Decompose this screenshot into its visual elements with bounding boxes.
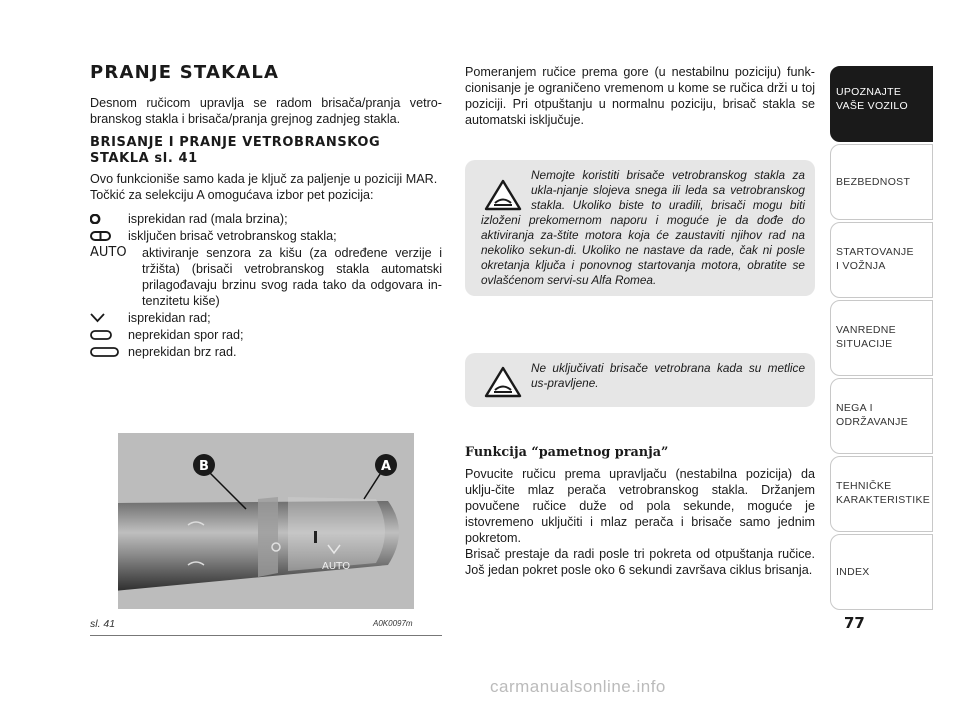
right-column [465, 64, 815, 586]
list-item [90, 310, 442, 326]
single-wipe-icon [90, 310, 128, 326]
list-item-text: neprekidan brz rad. [128, 345, 237, 359]
list-item [90, 211, 442, 227]
dot-icon [90, 211, 128, 227]
section-heading-line1: BRISANJE I PRANJE VETROBRANSKOG [90, 135, 381, 150]
smart-wash-heading: Funkcija “pametnog pranja” [465, 445, 669, 460]
tab-label: INDEX [836, 566, 870, 578]
figure-41 [90, 415, 442, 636]
tab-label: ODRŽAVANJE [836, 416, 909, 428]
tab-label: NEGA I [836, 402, 873, 414]
left-column [90, 62, 442, 361]
list-item-text: isključen brisač vetrobranskog stakla; [128, 229, 337, 243]
section-heading-line2: STAKLA sl. 41 [90, 151, 198, 166]
fast-continuous-icon [90, 344, 128, 360]
list-item-text: neprekidan spor rad; [128, 328, 244, 342]
tab-label: BEZBEDNOST [836, 176, 911, 188]
chapter-tabs [830, 66, 933, 612]
off-icon [90, 228, 128, 244]
list-item-text: aktiviranje senzora za kišu (za određene verzije i tržišta) (brisači vetrobranskog stakla automatski prilagođavaju brzinu svog rada tako da odgovara in-tenzitetu kiše) [142, 246, 442, 308]
warning-triangle-icon [483, 178, 523, 212]
position-list [90, 211, 442, 360]
figure-image [118, 433, 414, 609]
tab-label: VAŠE VOZILO [836, 100, 908, 112]
warning-box [465, 353, 815, 407]
figure-code: A0K0097m [373, 619, 413, 628]
callout-a-label: A [380, 459, 392, 474]
page-number: 77 [844, 614, 865, 632]
tab-label: KARAKTERISTIKE [836, 494, 931, 506]
list-item [90, 327, 442, 343]
warning-text: Nemojte koristiti brisače vetrobranskog stakla za ukla-njanje slojeva snega ili leda sa vetrobranskog stakla. Ukoliko biste to uradili, brisači mogu biti izloženi prekomernom naporu i moguće je da dođe do aktiviranja za-štite motora koja će zaustaviti njihov rad na nekoliko sekun-di. Ukoliko ne nastave da rade, čak ni posle okretanja ključa i ponovnog startovanja motora, obratite se ovlašćenom servi-su Alfa Romea. [481, 168, 805, 287]
tab-bezbednost[interactable] [830, 144, 933, 220]
callout-b-label: B [199, 459, 209, 474]
tab-label: STARTOVANJE [836, 246, 914, 258]
warning-triangle-icon [483, 365, 523, 399]
warning-box [465, 160, 815, 296]
tab-tehnicke-karakteristike[interactable] [830, 456, 933, 532]
tab-upoznajte-vase-vozilo[interactable] [830, 66, 933, 142]
tab-label: SITUACIJE [836, 338, 893, 350]
list-item [90, 245, 442, 309]
list-item-text: isprekidan rad; [128, 311, 211, 325]
list-item-text: isprekidan rad (mala brzina); [128, 212, 288, 226]
figure-caption: sl. 41 [90, 618, 116, 630]
body-paragraph: Ovo funkcioniše samo kada je ključ za paljenje u poziciji MAR. Točkić za selekciju A omogućava izbor pet pozicija: [90, 172, 438, 202]
list-item [90, 344, 442, 360]
tab-index[interactable] [830, 534, 933, 610]
watermark: carmanualsonline.info [490, 677, 666, 696]
tab-label: UPOZNAJTE [836, 86, 902, 98]
tab-label: TEHNIČKE [836, 480, 892, 492]
intro-paragraph: Desnom ručicom upravlja se radom brisača/pranja vetro-branskog stakla i brisača/pranja grejnog zadnjeg stakla. [90, 96, 442, 126]
tab-startovanje-i-voznja[interactable] [830, 222, 933, 298]
tab-vanredne-situacije[interactable] [830, 300, 933, 376]
smart-wash-paragraph-2: Brisač prestaje da radi posle tri pokreta od otpuštanja ručice. Još jedan pokret posle oko 6 sekundi završava ciklus brisanja. [465, 547, 815, 577]
page-title: PRANJE STAKALA [90, 62, 280, 83]
auto-marking: AUTO [322, 561, 351, 572]
section-heading [90, 135, 442, 167]
tab-label: I VOŽNJA [836, 260, 886, 272]
tab-nega-i-odrzavanje[interactable] [830, 378, 933, 454]
tab-label: VANREDNE [836, 324, 896, 336]
slow-continuous-icon [90, 327, 128, 343]
auto-symbol: AUTO [90, 245, 127, 260]
wiper-stalk-illustration [118, 433, 414, 609]
smart-wash-paragraph: Povucite ručicu prema upravljaču (nestabilna pozicija) da uklju-čite mlaz perača vetrobranskog stakla. Držanjem povučene ručice duže od pola sekunde, moguće je istovremeno uključiti i mlaz perača i brisače samo jednim pokretom. [465, 467, 815, 545]
right-intro-paragraph: Pomeranjem ručice prema gore (u nestabilnu poziciju) funk-cionisanje je ograničeno vremenom u kome se ručica drži u toj poziciji. Pri otpuštanju u normalnu poziciju, brisač stakla se automatski isključuje. [465, 65, 815, 127]
list-item [90, 228, 442, 244]
warning-text: Ne uključivati brisače vetrobrana kada su metlice us-pravljene. [531, 361, 805, 390]
